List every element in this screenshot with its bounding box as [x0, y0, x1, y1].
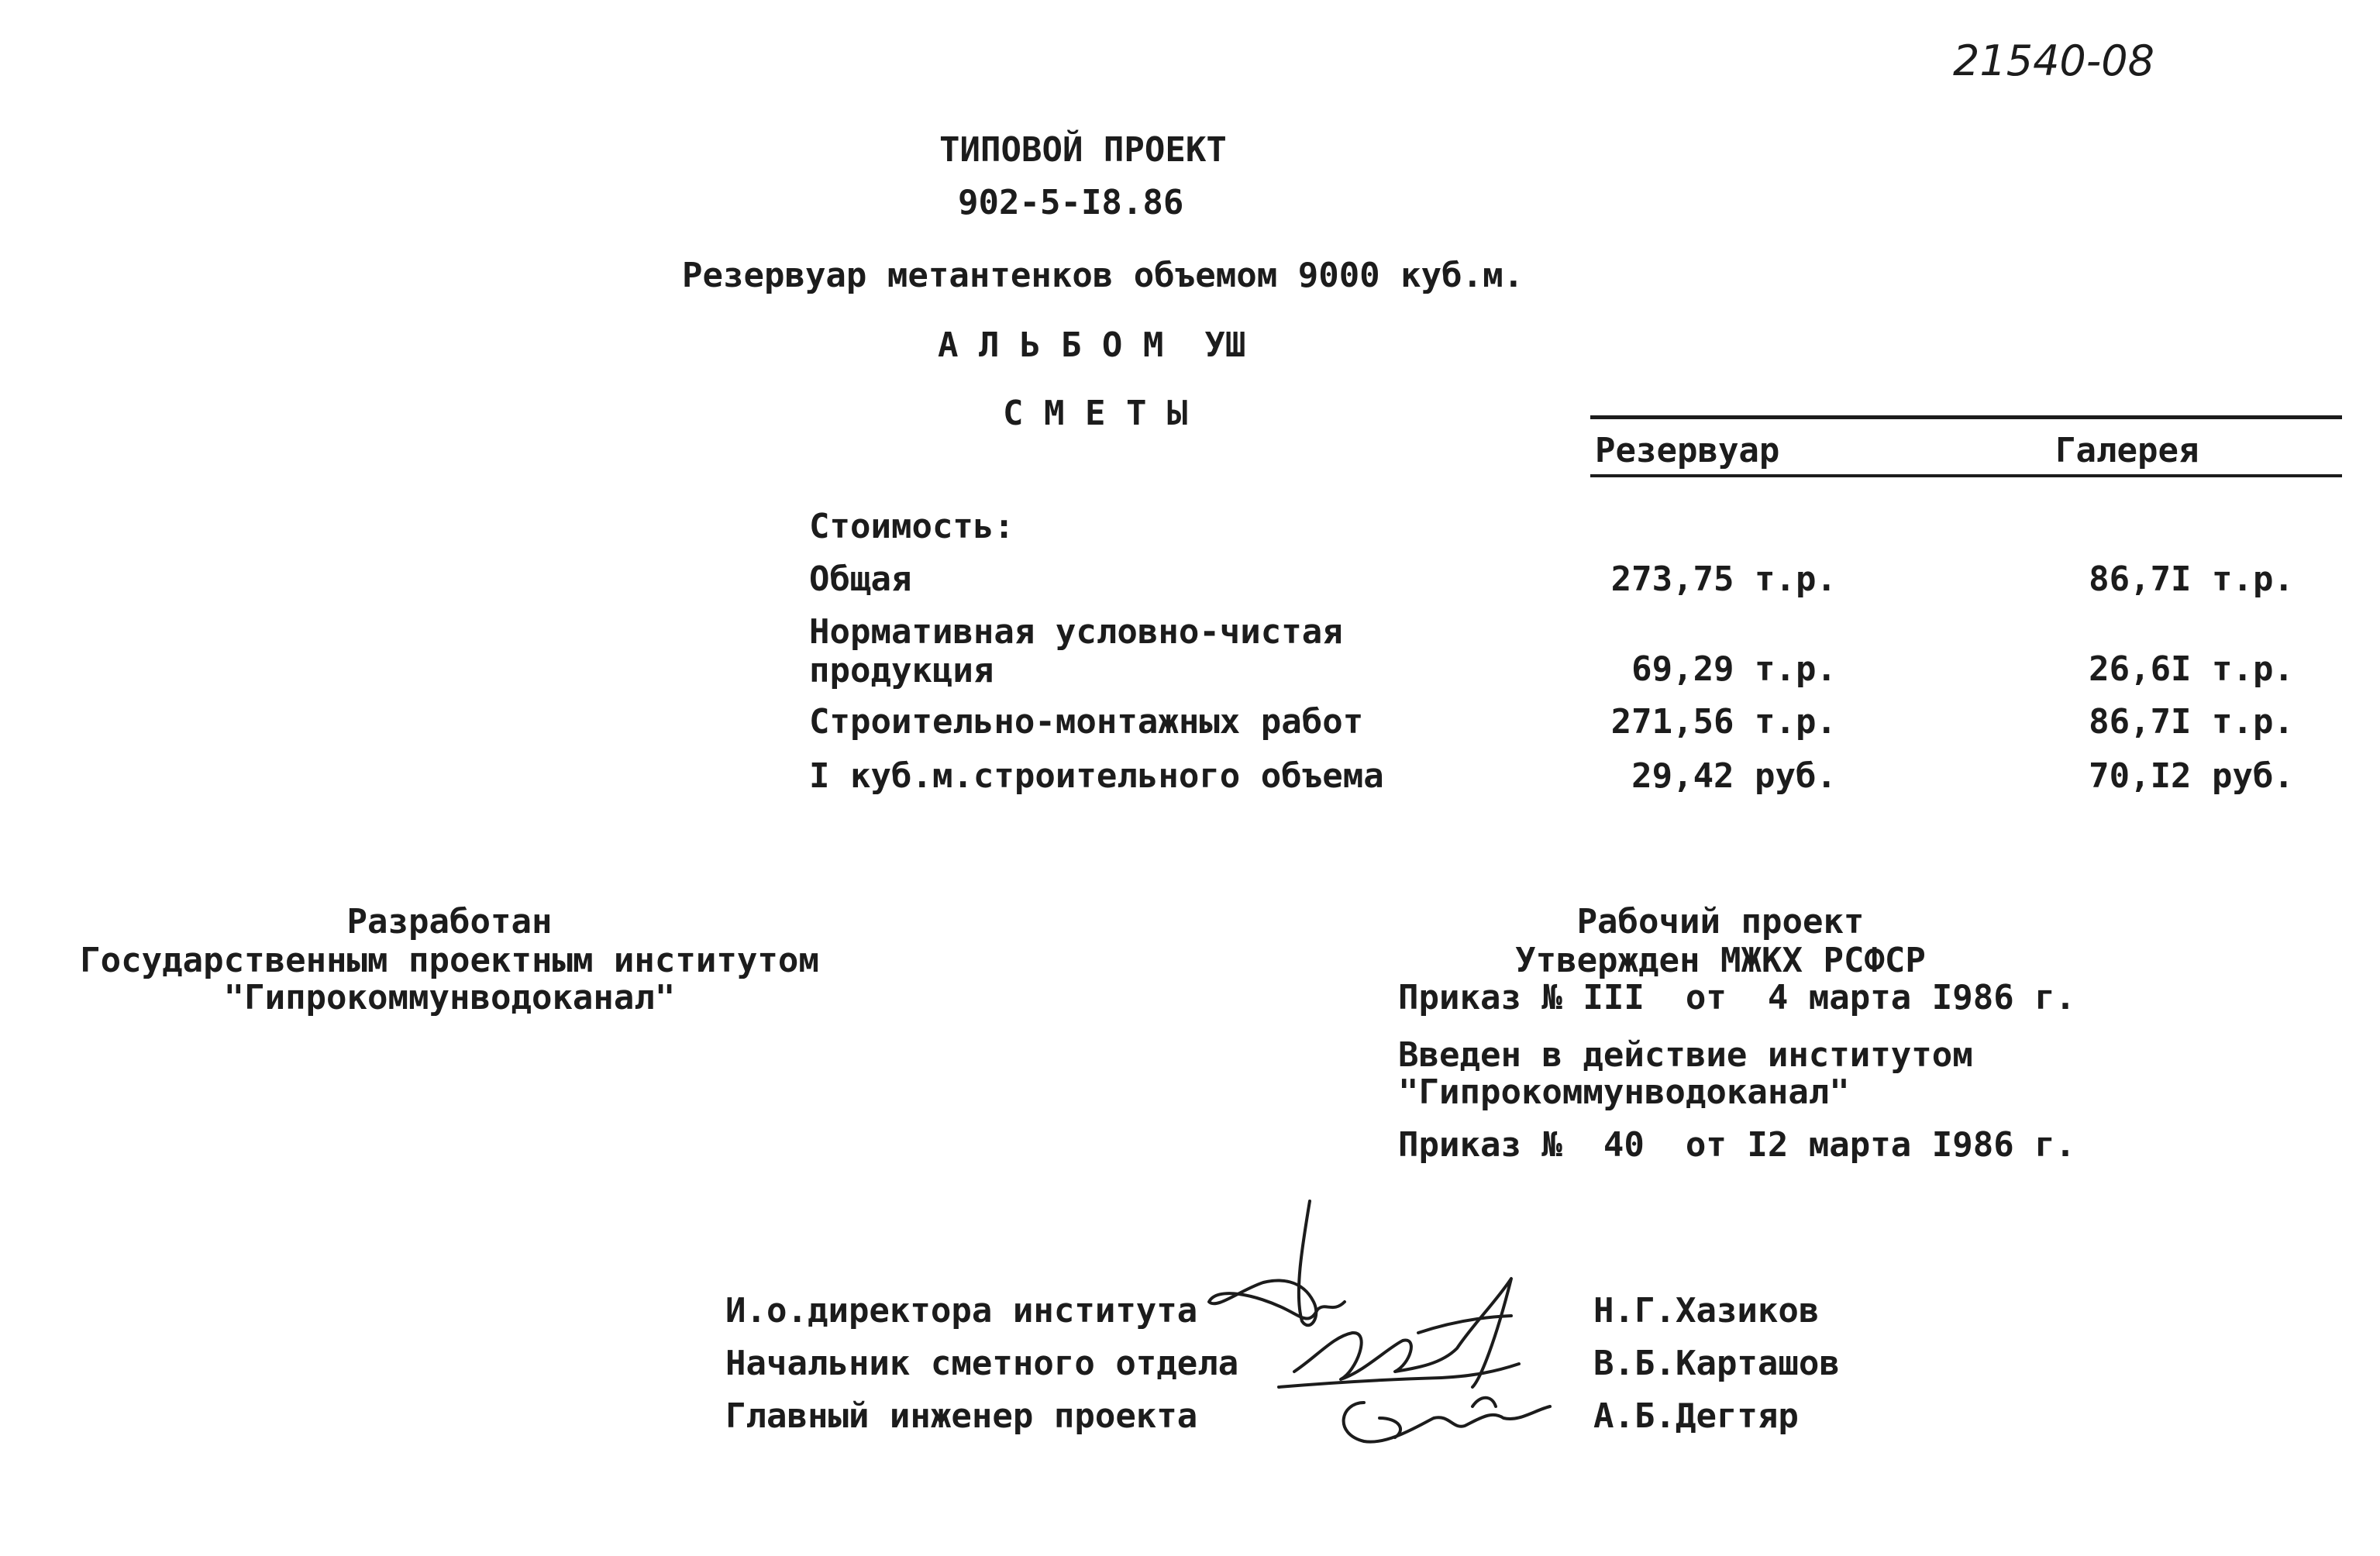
table-header-rule [1590, 474, 2342, 477]
signatures-handwritten [1186, 1186, 1589, 1465]
developer-line-1: Разработан [346, 902, 553, 942]
row-value-reservoir: 273,75 т.р. [1610, 559, 1837, 599]
approval-line-2: Утвержден МЖКХ РСФСР [1515, 941, 1926, 980]
developer-line-2: Государственным проектным институтом [80, 941, 819, 980]
object-title: Резервуар метантенков объемом 9000 куб.м. [682, 256, 1524, 295]
approval-order-1: Приказ № III от 4 марта I986 г. [1398, 978, 2076, 1017]
approval-line-4: Введен в действие институтом [1398, 1035, 1973, 1075]
row-value-reservoir: 271,56 т.р. [1610, 702, 1837, 742]
column-header-gallery: Галерея [2055, 431, 2199, 470]
row-label-total: Общая [809, 559, 912, 599]
row-value-reservoir: 29,42 руб. [1631, 756, 1837, 796]
row-value-reservoir: 69,29 т.р. [1631, 649, 1837, 689]
section-title: С М Е Т Ы [1003, 394, 1188, 433]
row-value-gallery: 26,6I т.р. [2089, 649, 2294, 689]
signatory-name: В.Б.Карташов [1593, 1344, 1840, 1383]
cost-group-label: Стоимость: [809, 507, 1014, 546]
row-value-gallery: 70,I2 руб. [2089, 756, 2294, 796]
row-label-normative: Нормативная условно-чистая [809, 612, 1343, 652]
row-label-per-m3: I куб.м.строительного объема [809, 756, 1384, 796]
approval-line-5: "Гипрокоммунводоканал" [1398, 1072, 1850, 1112]
signatory-name: Н.Г.Хазиков [1593, 1291, 1820, 1331]
table-top-rule [1590, 415, 2342, 419]
column-header-reservoir: Резервуар [1595, 431, 1780, 470]
signatory-role: И.о.директора института [725, 1291, 1198, 1331]
approval-order-2: Приказ № 40 от I2 марта I986 г. [1398, 1125, 2076, 1165]
album-title: А Л Ь Б О М УШ [938, 325, 1246, 365]
developer-line-3: "Гипрокоммунводоканал" [223, 978, 676, 1017]
signatory-name: А.Б.Дегтяр [1593, 1396, 1799, 1436]
approval-line-1: Рабочий проект [1576, 902, 1865, 942]
row-label-normative-cont: продукция [809, 651, 994, 690]
handwritten-doc-number: 21540-08 [1953, 36, 2154, 85]
signatory-role: Начальник сметного отдела [725, 1344, 1239, 1383]
signatory-role: Главный инженер проекта [725, 1396, 1198, 1436]
type-label: ТИПОВОЙ ПРОЕКТ [939, 130, 1227, 170]
project-code: 902-5-I8.86 [958, 183, 1184, 222]
row-value-gallery: 86,7I т.р. [2089, 559, 2294, 599]
row-value-gallery: 86,7I т.р. [2089, 702, 2294, 742]
row-label-construction: Строительно-монтажных работ [809, 702, 1364, 742]
